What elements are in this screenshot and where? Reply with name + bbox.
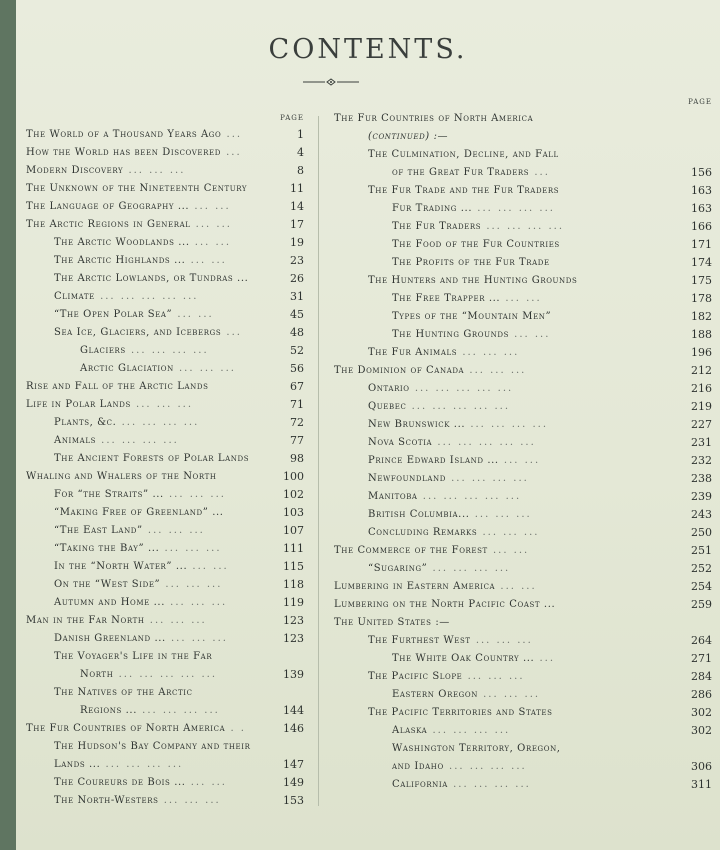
entry-title: Manitoba xyxy=(368,491,418,502)
entry-page-number: 8 xyxy=(297,164,304,177)
entry-page-number: 71 xyxy=(290,398,304,411)
entry-page-number: 149 xyxy=(283,776,304,789)
entry-page-number: 254 xyxy=(691,580,712,593)
entry-title: Alaska xyxy=(392,725,428,736)
entry-page-number: 232 xyxy=(691,454,712,467)
entry-page-number: 147 xyxy=(283,758,304,771)
entry-leader: ... ... xyxy=(185,777,227,788)
entry-title: “Taking the Bay” ... xyxy=(54,543,160,554)
contents-entry xyxy=(20,540,316,558)
entry-page-number: 251 xyxy=(691,544,712,557)
contents-entry xyxy=(20,450,316,468)
entry-page-number: 153 xyxy=(283,794,304,807)
entry-leader: ... ... ... xyxy=(142,525,205,536)
entry-title: For “the Straits” ... xyxy=(54,489,164,500)
entry-title: (continued) :— xyxy=(368,131,449,142)
entry-title: The World of a Thousand Years Ago xyxy=(26,129,222,140)
page-column-heading: PAGE xyxy=(688,98,712,106)
entry-leader: ... ... ... xyxy=(464,365,527,376)
entry-page-number: 100 xyxy=(283,470,304,483)
contents-entry xyxy=(20,504,316,522)
contents-entry xyxy=(20,432,316,450)
entry-page-number: 238 xyxy=(691,472,712,485)
contents-entry xyxy=(332,506,712,524)
entry-leader: ... ... ... ... ... xyxy=(406,401,510,412)
entry-page-number: 77 xyxy=(290,434,304,447)
contents-entry xyxy=(20,792,316,810)
contents-entry xyxy=(20,576,316,594)
entry-leader: ... ... ... xyxy=(165,633,228,644)
contents-entry xyxy=(332,776,712,794)
contents-column-right xyxy=(332,98,712,794)
contents-entry xyxy=(20,252,316,270)
entry-title: On the “West Side” xyxy=(54,579,161,590)
entry-leader: ... ... ... xyxy=(144,615,207,626)
entry-page-number: 56 xyxy=(290,362,304,375)
contents-entry xyxy=(332,596,712,614)
entry-leader: ... ... ... ... xyxy=(481,221,564,232)
entry-title: Lands ... xyxy=(54,759,101,770)
entry-title: The Hunters and the Hunting Grounds xyxy=(368,275,578,286)
entry-title: The Ancient Forests of Polar Lands xyxy=(54,453,250,464)
entry-leader: ... ... ... ... xyxy=(472,203,555,214)
contents-entry xyxy=(332,362,712,380)
entry-page-number: 178 xyxy=(691,292,712,305)
entry-leader: . . xyxy=(225,723,246,734)
contents-entry xyxy=(20,594,316,612)
entry-leader: ... ... ... ... xyxy=(445,473,529,484)
entry-title: The Dominion of Canada xyxy=(334,365,465,376)
entry-page-number: 67 xyxy=(290,380,304,393)
entry-leader: ... ... ... xyxy=(477,689,541,700)
entry-page-number: 188 xyxy=(691,328,712,341)
contents-entry xyxy=(20,360,316,378)
entry-leader: ... ... ... ... ... xyxy=(409,383,514,394)
entry-title: Arctic Glaciation xyxy=(80,363,174,374)
contents-entry xyxy=(332,524,712,542)
contents-entry xyxy=(332,290,712,308)
contents-entry xyxy=(332,704,712,722)
entry-page-number: 102 xyxy=(283,488,304,501)
contents-entry xyxy=(20,468,316,486)
entry-page-number: 119 xyxy=(283,596,304,609)
entry-page-number: 182 xyxy=(691,310,712,323)
entry-title: and Idaho xyxy=(392,761,444,772)
contents-entry xyxy=(20,486,316,504)
entry-title: Modern Discovery xyxy=(26,165,124,176)
entry-title: Glaciers xyxy=(80,345,126,356)
contents-entry xyxy=(332,578,712,596)
entry-page-number: 227 xyxy=(691,418,712,431)
entry-leader: ... ... ... xyxy=(457,347,520,358)
entry-page-number: 196 xyxy=(691,346,712,359)
contents-entry xyxy=(332,398,712,416)
contents-entry xyxy=(332,380,712,398)
entry-title: Nova Scotia xyxy=(368,437,433,448)
entry-leader: ... ... ... xyxy=(164,597,228,608)
book-page xyxy=(16,0,720,850)
entry-leader: ... ... xyxy=(495,581,537,592)
contents-entry xyxy=(332,488,712,506)
page-column-heading: PAGE xyxy=(280,114,304,122)
contents-entry xyxy=(332,200,712,218)
entry-leader: ... ... xyxy=(172,309,214,320)
entry-page-number: 72 xyxy=(290,416,304,429)
entry-title: The Natives of the Arctic xyxy=(54,687,193,698)
entry-leader: ... ... ... xyxy=(477,527,540,538)
contents-entry xyxy=(20,198,316,216)
contents-entry xyxy=(332,650,712,668)
entry-page-number: 98 xyxy=(290,452,304,465)
contents-entry xyxy=(332,740,712,758)
entry-leader: ... ... ... xyxy=(160,579,223,590)
entry-leader: ... ... ... ... xyxy=(427,563,511,574)
entry-leader: ... ... ... ... ... xyxy=(432,437,536,448)
contents-entry xyxy=(20,378,316,396)
contents-column-left xyxy=(20,114,316,810)
contents-entry xyxy=(332,164,712,182)
entry-page-number: 171 xyxy=(691,238,712,251)
entry-title: The United States :— xyxy=(334,617,450,628)
entry-page-number: 23 xyxy=(290,254,304,267)
entry-title: Prince Edward Island ... xyxy=(368,455,499,466)
entry-leader: ... ... ... ... xyxy=(465,419,548,430)
contents-entry xyxy=(20,306,316,324)
contents-entry xyxy=(332,560,712,578)
entry-title: The Furthest West xyxy=(368,635,471,646)
contents-entry xyxy=(20,630,316,648)
entry-page-number: 52 xyxy=(290,344,304,357)
contents-entry xyxy=(20,324,316,342)
entry-page-number: 123 xyxy=(283,632,304,645)
entry-title: The Commerce of the Forest xyxy=(334,545,488,556)
entry-page-number: 264 xyxy=(691,634,712,647)
entry-page-number: 271 xyxy=(691,652,712,665)
entry-leader: ... xyxy=(221,129,243,140)
entry-title: Rise and Fall of the Arctic Lands xyxy=(26,381,209,392)
entry-page-number: 14 xyxy=(290,200,304,213)
contents-entry xyxy=(20,270,316,288)
entry-title: The Coureurs de Bois ... xyxy=(54,777,186,788)
contents-list-left xyxy=(20,126,316,810)
entry-title: The Hunting Grounds xyxy=(392,329,509,340)
contents-entry xyxy=(20,702,316,720)
page-title: CONTENTS. xyxy=(268,34,468,65)
contents-entry xyxy=(332,128,712,146)
contents-entry xyxy=(332,758,712,776)
entry-page-number: 302 xyxy=(691,724,712,737)
contents-entry xyxy=(332,110,712,128)
entry-page-number: 311 xyxy=(691,778,712,791)
entry-title: Ontario xyxy=(368,383,410,394)
contents-entry xyxy=(20,666,316,684)
entry-page-number: 243 xyxy=(691,508,712,521)
entry-leader: ... ... ... ... xyxy=(95,435,179,446)
entry-title: British Columbia... xyxy=(368,509,470,520)
entry-page-number: 306 xyxy=(691,760,712,773)
entry-title: California xyxy=(392,779,448,790)
entry-leader: ... ... ... ... xyxy=(447,779,531,790)
entry-page-number: 156 xyxy=(691,166,712,179)
entry-title: Lumbering on the North Pacific Coast ... xyxy=(334,599,556,610)
contents-entry xyxy=(20,774,316,792)
entry-leader: ... ... ... xyxy=(470,635,533,646)
column-divider xyxy=(318,116,319,806)
entry-leader: ... ... ... ... ... xyxy=(94,291,199,302)
contents-entry xyxy=(20,684,316,702)
contents-entry xyxy=(332,470,712,488)
entry-title: The Food of the Fur Countries xyxy=(392,239,560,250)
entry-page-number: 231 xyxy=(691,436,712,449)
contents-entry xyxy=(20,180,316,198)
entry-leader: ... ... xyxy=(498,455,541,466)
contents-entry xyxy=(20,216,316,234)
entry-leader: ... ... xyxy=(189,237,232,248)
entry-leader: ... ... xyxy=(187,561,229,572)
entry-leader: ... xyxy=(534,653,556,664)
ornament-rule-icon xyxy=(301,76,361,88)
entry-title: The North-Westers xyxy=(54,795,159,806)
entry-title: Danish Greenland ... xyxy=(54,633,166,644)
entry-title: “The Open Polar Sea” xyxy=(54,309,173,320)
entry-page-number: 118 xyxy=(283,578,304,591)
entry-page-number: 111 xyxy=(283,542,304,555)
entry-page-number: 212 xyxy=(691,364,712,377)
contents-entry xyxy=(20,342,316,360)
entry-title: The Fur Traders xyxy=(392,221,482,232)
entry-leader: ... ... ... ... xyxy=(427,725,511,736)
entry-page-number: 252 xyxy=(691,562,712,575)
contents-entry xyxy=(20,396,316,414)
entry-title: Sea Ice, Glaciers, and Icebergs xyxy=(54,327,222,338)
entry-leader: ... ... xyxy=(508,329,551,340)
entry-title: How the World has been Discovered xyxy=(26,147,221,158)
entry-title: Plants, &c. xyxy=(54,417,117,428)
entry-page-number: 302 xyxy=(691,706,712,719)
entry-title: The Language of Geography ... xyxy=(26,201,190,212)
entry-title: The Fur Countries of North America xyxy=(26,723,226,734)
contents-entry xyxy=(20,288,316,306)
contents-entry xyxy=(332,632,712,650)
entry-page-number: 166 xyxy=(691,220,712,233)
entry-title: The Arctic Woodlands ... xyxy=(54,237,190,248)
entry-title: Climate xyxy=(54,291,95,302)
contents-entry xyxy=(332,236,712,254)
entry-title: The Fur Animals xyxy=(368,347,458,358)
contents-entry xyxy=(332,434,712,452)
contents-entry xyxy=(332,722,712,740)
contents-entry xyxy=(332,146,712,164)
entry-page-number: 216 xyxy=(691,382,712,395)
entry-page-number: 175 xyxy=(691,274,712,287)
contents-entry xyxy=(332,344,712,362)
entry-title: The Fur Trade and the Fur Traders xyxy=(368,185,560,196)
entry-leader: ... ... xyxy=(185,255,227,266)
entry-title: The Profits of the Fur Trade xyxy=(392,257,550,268)
entry-title: New Brunswick ... xyxy=(368,419,466,430)
entry-page-number: 239 xyxy=(691,490,712,503)
contents-entry xyxy=(20,756,316,774)
entry-leader: ... ... ... xyxy=(123,165,186,176)
contents-list-right xyxy=(332,110,712,794)
entry-title: In the “North Water” ... xyxy=(54,561,188,572)
contents-entry xyxy=(20,126,316,144)
entry-page-number: 31 xyxy=(290,290,304,303)
entry-page-number: 286 xyxy=(691,688,712,701)
contents-entry xyxy=(332,254,712,272)
entry-page-number: 17 xyxy=(290,218,304,231)
entry-leader: ... ... ... xyxy=(159,543,222,554)
entry-leader: ... ... ... ... xyxy=(125,345,209,356)
contents-entry xyxy=(20,414,316,432)
contents-entry xyxy=(20,612,316,630)
entry-title: Washington Territory, Oregon, xyxy=(392,743,561,754)
entry-page-number: 11 xyxy=(290,182,304,195)
entry-title: The Hudson's Bay Company and their xyxy=(54,741,251,752)
entry-leader: ... ... ... xyxy=(469,509,532,520)
entry-page-number: 250 xyxy=(691,526,712,539)
entry-leader: ... ... xyxy=(189,201,231,212)
entry-title: Man in the Far North xyxy=(26,615,145,626)
entry-title: Animals xyxy=(54,435,96,446)
entry-leader: ... ... xyxy=(487,545,530,556)
entry-title: Regions ... xyxy=(80,705,137,716)
entry-page-number: 146 xyxy=(283,722,304,735)
entry-title: “Making Free of Greenland” ... xyxy=(54,507,224,518)
entry-page-number: 123 xyxy=(283,614,304,627)
entry-title: Eastern Oregon xyxy=(392,689,478,700)
contents-entry xyxy=(20,144,316,162)
entry-page-number: 219 xyxy=(691,400,712,413)
contents-entry xyxy=(332,182,712,200)
entry-leader: ... ... ... xyxy=(462,671,525,682)
entry-page-number: 4 xyxy=(297,146,304,159)
entry-leader: ... ... ... ... ... xyxy=(113,669,217,680)
entry-page-number: 48 xyxy=(290,326,304,339)
entry-title: The Fur Countries of North America xyxy=(334,113,534,124)
contents-entry xyxy=(20,738,316,756)
entry-page-number: 284 xyxy=(691,670,712,683)
entry-title: The Arctic Regions in General xyxy=(26,219,191,230)
entry-title: Autumn and Home ... xyxy=(54,597,165,608)
entry-leader: ... xyxy=(221,327,242,338)
entry-title: The Voyager's Life in the Far xyxy=(54,651,213,662)
entry-page-number: 26 xyxy=(290,272,304,285)
contents-entry xyxy=(332,218,712,236)
contents-entry xyxy=(332,686,712,704)
entry-title: The Arctic Highlands ... xyxy=(54,255,186,266)
entry-page-number: 103 xyxy=(283,506,304,519)
contents-entry xyxy=(332,326,712,344)
entry-title: The Pacific Territories and States xyxy=(368,707,553,718)
contents-entry xyxy=(332,668,712,686)
entry-page-number: 163 xyxy=(691,184,712,197)
entry-title: Fur Trading ... xyxy=(392,203,473,214)
entry-title: Types of the “Mountain Men” xyxy=(392,311,552,322)
contents-entry xyxy=(332,416,712,434)
entry-title: The White Oak Country ... xyxy=(392,653,535,664)
entry-page-number: 174 xyxy=(691,256,712,269)
entry-title: Concluding Remarks xyxy=(368,527,478,538)
entry-title: Quebec xyxy=(368,401,407,412)
contents-entry xyxy=(332,452,712,470)
entry-title: of the Great Fur Traders xyxy=(392,167,530,178)
entry-title: The Arctic Lowlands, or Tundras ... xyxy=(54,273,249,284)
entry-leader: ... xyxy=(529,167,550,178)
entry-leader: ... ... ... ... ... xyxy=(417,491,522,502)
entry-leader: ... ... ... xyxy=(130,399,194,410)
entry-page-number: 45 xyxy=(290,308,304,321)
contents-entry xyxy=(20,522,316,540)
entry-title: The Pacific Slope xyxy=(368,671,463,682)
contents-entry xyxy=(20,162,316,180)
entry-title: Whaling and Whalers of the North xyxy=(26,471,217,482)
contents-entry xyxy=(332,308,712,326)
contents-entry xyxy=(20,234,316,252)
contents-entry xyxy=(20,648,316,666)
entry-page-number: 19 xyxy=(290,236,304,249)
entry-title: Life in Polar Lands xyxy=(26,399,131,410)
contents-entry xyxy=(332,614,712,632)
entry-title: The Unknown of the Nineteenth Century xyxy=(26,183,248,194)
entry-title: “Sugaring” xyxy=(368,563,428,574)
entry-page-number: 1 xyxy=(297,128,304,141)
contents-entry xyxy=(20,558,316,576)
entry-title: Newfoundland xyxy=(368,473,446,484)
entry-title: Lumbering in Eastern America xyxy=(334,581,496,592)
entry-leader: ... ... ... ... xyxy=(136,705,220,716)
entry-page-number: 107 xyxy=(283,524,304,537)
entry-title: The Free Trapper ... xyxy=(392,293,501,304)
entry-leader: ... ... ... ... xyxy=(100,759,184,770)
contents-entry xyxy=(332,272,712,290)
entry-leader: ... ... ... ... xyxy=(443,761,527,772)
contents-entry xyxy=(332,542,712,560)
entry-leader: ... xyxy=(220,147,242,158)
entry-page-number: 259 xyxy=(691,598,712,611)
entry-page-number: 144 xyxy=(283,704,304,717)
contents-entry xyxy=(20,720,316,738)
entry-page-number: 115 xyxy=(283,560,304,573)
entry-leader: ... ... ... ... xyxy=(116,417,200,428)
entry-title: “The East Land” xyxy=(54,525,143,536)
entry-leader: ... ... xyxy=(500,293,542,304)
entry-leader: ... ... ... xyxy=(173,363,236,374)
entry-leader: ... ... ... xyxy=(158,795,221,806)
entry-title: North xyxy=(80,669,114,680)
entry-title: The Culmination, Decline, and Fall xyxy=(368,149,559,160)
entry-page-number: 139 xyxy=(283,668,304,681)
entry-leader: ... ... ... xyxy=(163,489,226,500)
entry-leader: ... ... xyxy=(190,219,232,230)
entry-page-number: 163 xyxy=(691,202,712,215)
